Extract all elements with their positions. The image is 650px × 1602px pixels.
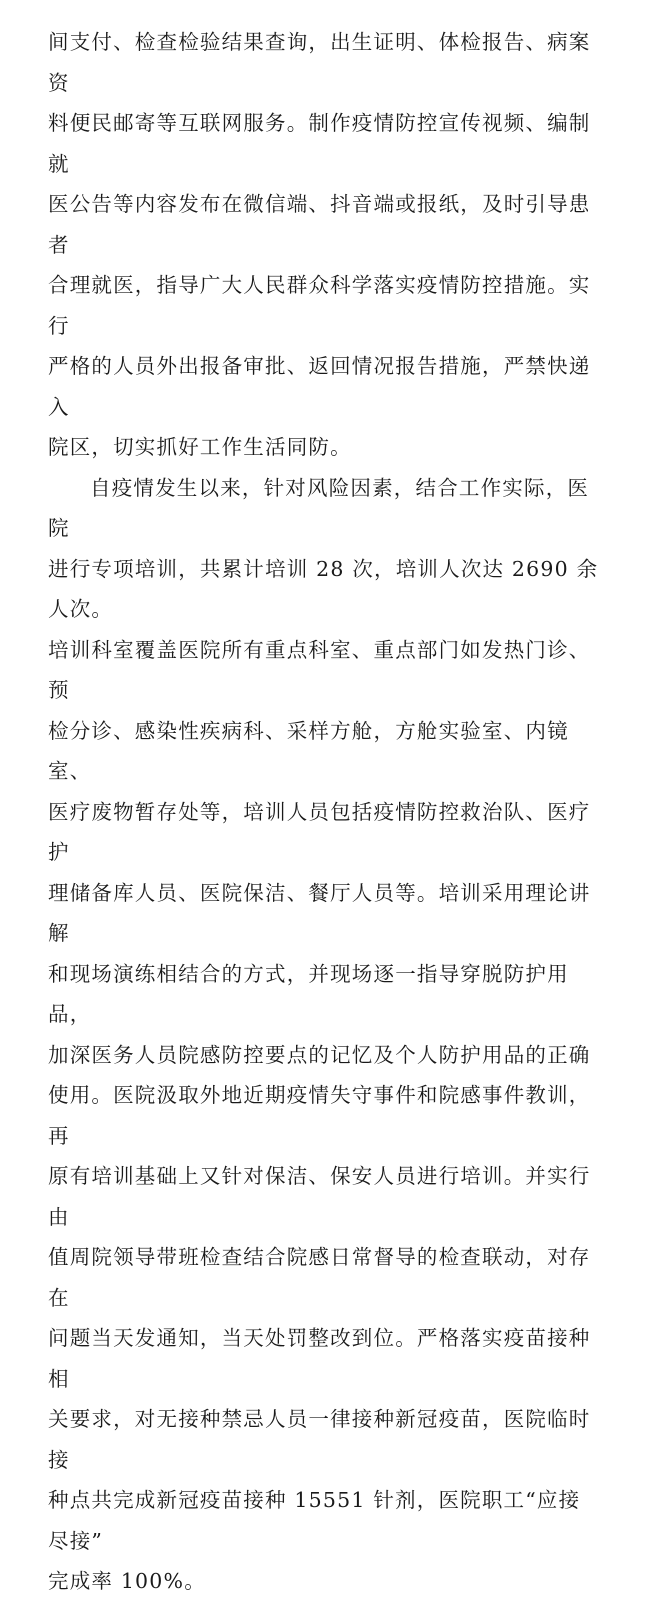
paragraph-online-services bbox=[48, 22, 602, 468]
text-line: 自疫情发生以来，针对风险因素，结合工作实际，医院 bbox=[48, 475, 590, 540]
text-line: 完成率 100%。 bbox=[48, 1569, 206, 1593]
text-line: 加深医务人员院感防控要点的记忆及个人防护用品的正确 bbox=[48, 1042, 591, 1067]
text-line: 医疗废物暂存处等，培训人员包括疫情防控救治队、医疗护 bbox=[48, 799, 591, 864]
text-line: 医公告等内容发布在微信端、抖音端或报纸，及时引导患者 bbox=[48, 192, 591, 257]
text-line: 问题当天发通知，当天处罚整改到位。严格落实疫苗接种相 bbox=[48, 1326, 591, 1391]
text-line: 严格的人员外出报备审批、返回情况报告措施，严禁快递入 bbox=[48, 354, 591, 419]
text-line: 原有培训基础上又针对保洁、保安人员进行培训。并实行由 bbox=[48, 1164, 591, 1229]
text-line: 院区，切实抓好工作生活同防。 bbox=[48, 435, 352, 459]
text-line: 理储备库人员、医院保洁、餐厅人员等。培训采用理论讲解 bbox=[48, 880, 591, 945]
text-line: 种点共完成新冠疫苗接种 15551 针剂，医院职工“应接尽接” bbox=[48, 1488, 581, 1553]
text-line: 值周院领导带班检查结合院感日常督导的检查联动，对存在 bbox=[48, 1245, 591, 1310]
text-line: 培训科室覆盖医院所有重点科室、重点部门如发热门诊、预 bbox=[48, 637, 591, 702]
text-line: 关要求，对无接种禁忌人员一律接种新冠疫苗，医院临时接 bbox=[48, 1407, 591, 1472]
text-line: 料便民邮寄等互联网服务。制作疫情防控宣传视频、编制就 bbox=[48, 111, 591, 176]
paragraph-training bbox=[48, 468, 602, 1602]
text-line: 间支付、检查检验结果查询，出生证明、体检报告、病案资 bbox=[48, 30, 591, 95]
text-line: 和现场演练相结合的方式，并现场逐一指导穿脱防护用品， bbox=[48, 961, 569, 1026]
text-line: 检分诊、感染性疾病科、采样方舱，方舱实验室、内镜室、 bbox=[48, 718, 569, 783]
text-line: 使用。医院汲取外地近期疫情失守事件和院感事件教训，再 bbox=[48, 1083, 591, 1148]
text-line: 进行专项培训，共累计培训 28 次，培训人次达 2690 余人次。 bbox=[48, 556, 599, 621]
text-line: 合理就医，指导广大人民群众科学落实疫情防控措施。实行 bbox=[48, 273, 591, 338]
